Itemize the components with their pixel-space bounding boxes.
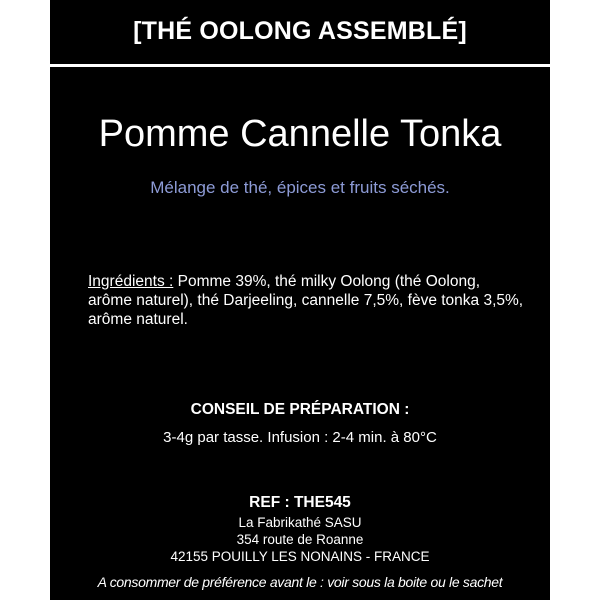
preparation-text: 3-4g par tasse. Infusion : 2-4 min. à 80°C (163, 429, 437, 446)
ingredients-label: Ingrédients : (88, 273, 174, 290)
company-city: 42155 POUILLY LES NONAINS - FRANCE (170, 549, 430, 564)
company-street: 354 route de Roanne (236, 532, 364, 547)
company-name: La Fabrikathé SASU (238, 515, 362, 530)
best-before-notice: A consommer de préférence avant le : voir sous la boite ou le sachet (97, 574, 503, 590)
ingredients-text: Pomme 39%, thé milky Oolong (thé Oolong, arôme naturel), thé Darjeeling, cannelle 7,5%, fève tonka 3,5%, arôme naturel. (88, 273, 524, 328)
product-label (50, 0, 550, 600)
category-header: [THÉ OOLONG ASSEMBLÉ] (133, 16, 467, 45)
product-reference: REF : THE545 (249, 494, 351, 511)
company-address (50, 514, 550, 565)
preparation-title: CONSEIL DE PRÉPARATION : (190, 401, 410, 418)
product-subtitle: Mélange de thé, épices et fruits séchés. (150, 178, 450, 197)
ingredients-block (88, 272, 528, 329)
product-name: Pomme Cannelle Tonka (98, 113, 502, 155)
header-divider (50, 64, 550, 67)
